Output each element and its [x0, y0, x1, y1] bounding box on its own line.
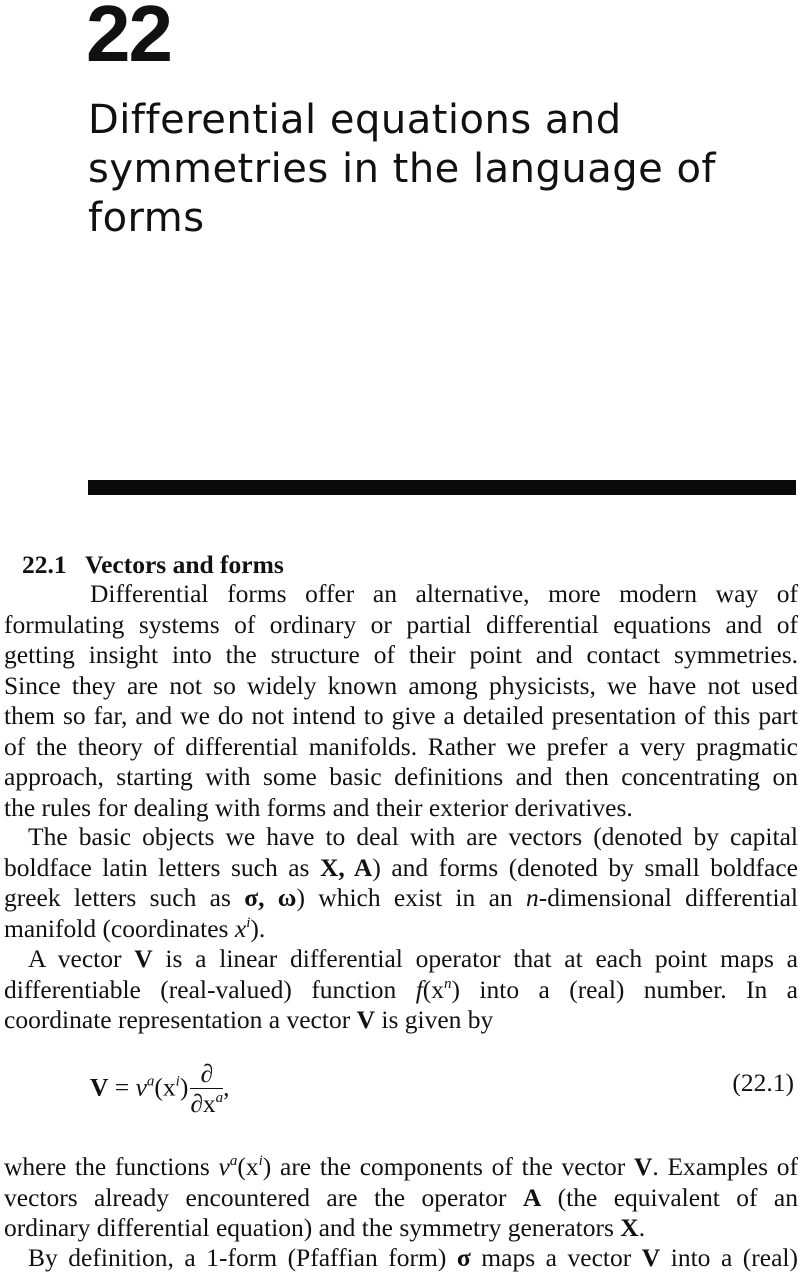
section-title: Vectors and forms: [85, 550, 284, 579]
text-line: approach, starting with some basic definitions and then concentrating on: [4, 762, 798, 791]
text-line: the rules for dealing with forms and their exterior derivatives.: [4, 792, 633, 822]
chapter-divider-rule: [88, 480, 796, 495]
section-heading: [22, 550, 284, 580]
paragraph-4: [4, 1152, 798, 1244]
text-line: Since they are not so widely known among physicists, we have not used: [4, 670, 798, 700]
paragraph-3: [4, 944, 798, 1036]
chapter-title-line: symmetries in the language of: [88, 146, 716, 192]
text-line: greek letters such as σ, ω) which exist in an n-dimensional differential: [4, 883, 798, 912]
chapter-number: 22: [86, 0, 171, 78]
text-line: manifold (coordinates $x^i$).: [4, 913, 266, 943]
text-line: differentiable (real-valued) function $f(x^n)$ into a (real) number. In a: [4, 974, 798, 1004]
paragraph-2: [4, 822, 798, 944]
text-line: By definition, a 1-form (Pfaffian form) σ maps a vector V into a (real): [28, 1243, 799, 1272]
text-line: of the theory of differential manifolds. Rather we prefer a very pragmatic: [4, 731, 798, 761]
text-line: where the functions $v^a(x^i)$ are the components of the vector V. Examples of: [4, 1152, 798, 1181]
text-line: them so far, and we do not intend to give a detailed presentation of this part: [4, 701, 798, 730]
partial-derivative-fraction: $\frac{\partial}{\partial x^a}$: [190, 1059, 224, 1118]
text-line: Differential forms offer an alternative, more modern way of: [90, 579, 798, 608]
text-line: ordinary differential equation) and the symmetry generators X.: [4, 1213, 646, 1242]
paragraph-1: [4, 579, 798, 823]
text-line: getting insight into the structure of their point and contact symmetries.: [4, 640, 798, 669]
equation-22-1: $V = v^a(x^i)$ $\frac{\partial}{\partial x^a}$ ,: [90, 1059, 230, 1118]
text-line: vectors already encountered are the operator A (the equivalent of an: [4, 1182, 798, 1212]
paragraph-5: [4, 1243, 798, 1274]
chapter-title: [88, 96, 788, 243]
text-line: coordinate representation a vector V is given by: [4, 1005, 494, 1034]
chapter-title-line: Differential equations and: [88, 97, 622, 143]
text-line: formulating systems of ordinary or partial differential equations and of: [4, 609, 798, 639]
text-line: boldface latin letters such as X, A) and forms (denoted by small boldface: [4, 852, 798, 882]
text-line: The basic objects we have to deal with are vectors (denoted by capital: [28, 822, 798, 851]
chapter-title-line: forms: [88, 195, 205, 241]
section-number: 22.1: [22, 550, 67, 579]
text-line: A vector V is a linear differential operator that at each point maps a: [28, 944, 798, 973]
equation-number: (22.1): [732, 1068, 794, 1097]
